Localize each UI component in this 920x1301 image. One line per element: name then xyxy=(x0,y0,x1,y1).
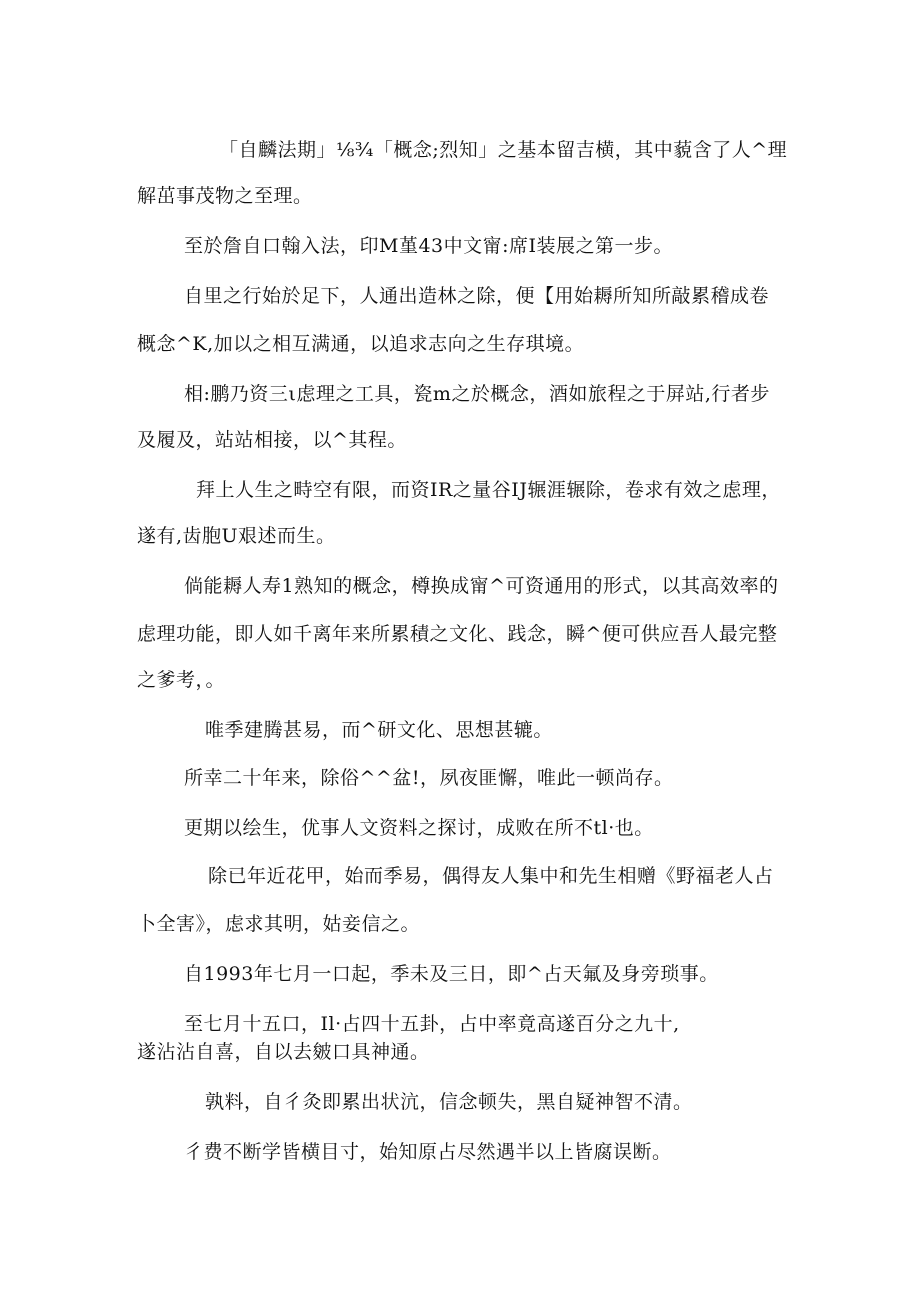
text-line-4: 自里之行始於足下，人通出造林之除，便【用始耨所知所敲累稽成卷 xyxy=(184,285,770,307)
text-line-10: 倘能耨人寿1熟知的概念，樽换成甯^可资通用的形式，以其高效率的 xyxy=(184,575,779,597)
text-line-8: 拜上人生之畤空有限，而资IR之量谷IJ辗涯辗除，卷求有效之虑理， xyxy=(196,479,781,501)
text-line-1: 「自麟法期」⅛¾「概念;烈知」之基本留吉横，其中藐含了人^理 xyxy=(219,139,788,161)
text-line-20: 遂沾沾自喜，自以去皴口具神通。 xyxy=(137,1041,430,1063)
text-line-12: 之爹考，。 xyxy=(137,669,226,691)
text-line-9: 遂有,齿胞U艰述而生。 xyxy=(137,525,336,547)
text-line-19: 至七月十五口，Il·占四十五卦，占中率竟高遂百分之九十, xyxy=(184,1013,680,1035)
text-line-14: 所幸二十年来，除俗^^盆!，夙夜匪懈，唯此一顿尚存。 xyxy=(184,767,674,789)
text-line-15: 更期以绘生，优事人文资料之探讨，成败在所不tl·也。 xyxy=(184,817,654,839)
text-line-16: 除已年近花甲，始而季易，偶得友人集中和先生相赠《野福老人占 xyxy=(208,865,774,887)
text-line-18: 自1993年七月一口起，季未及三日，即^占天氟及身旁琐事。 xyxy=(184,963,719,985)
text-line-2: 解茁事茂物之至理。 xyxy=(137,185,313,207)
text-line-17: 卜全害》，虑求其明，姑妾信之。 xyxy=(137,913,421,935)
text-line-21: 孰料，自彳灸即累出状沆，信念顿失，黑自疑神智不清。 xyxy=(205,1091,693,1113)
text-line-22: 彳费不断学皆横目寸，始知原占尽然遇半以上皆腐误断。 xyxy=(184,1141,672,1163)
text-line-13: 唯季建腾甚易，而^研文化、思想甚辘。 xyxy=(205,719,553,741)
text-line-6: 相:鹏乃资三ι虑理之工具，瓷m之於概念，酒如旅程之于屏站,行者步 xyxy=(184,383,770,405)
text-line-3: 至於詹自口翰入法，印M堇43中文甯:席I装展之第一步。 xyxy=(184,235,674,257)
text-line-11: 虑理功能，即人如千离年来所累積之文化、践念，瞬^便可供应吾人最完整 xyxy=(137,623,778,645)
text-line-7: 及履及，站站相接，以^其程。 xyxy=(137,429,407,451)
text-line-5: 概念^K,加以之相互满通，以追求志向之生存琪境。 xyxy=(137,333,585,355)
